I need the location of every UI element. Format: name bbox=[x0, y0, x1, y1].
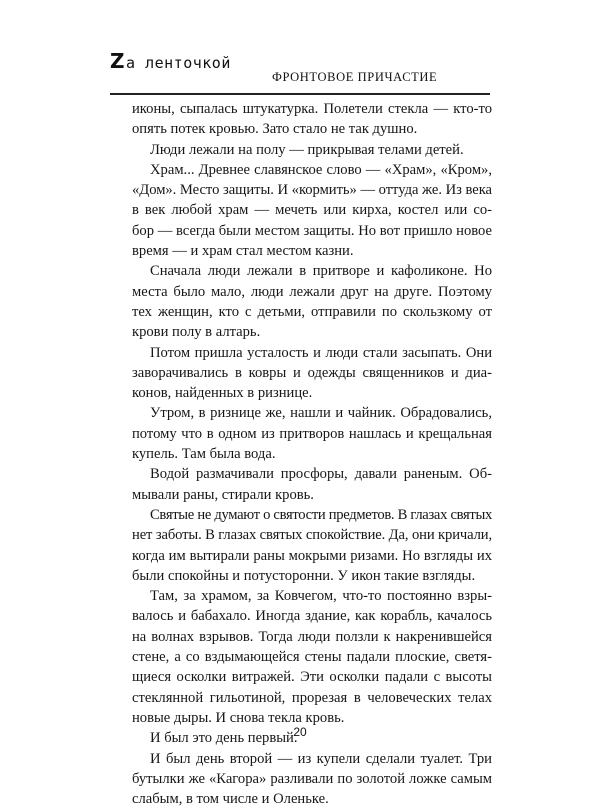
text-line: «Дом». Место защиты. И «кормить» — оттуда же. Из века bbox=[132, 182, 492, 199]
text-line: потому что в одном из притворов нашлась и крещальная bbox=[132, 425, 492, 442]
text-line: Потом пришла усталость и люди стали засыпать. Они bbox=[150, 344, 492, 361]
text-line: Там, за храмом, за Ковчегом, что-то постоянно взры- bbox=[150, 588, 492, 605]
text-line: стеклянной гильотиной, прорезая в человеческих телах bbox=[132, 689, 492, 706]
text-line: Храм... Древнее славянское слово — «Храм», «Кром», bbox=[150, 161, 492, 178]
running-head-book-title bbox=[110, 49, 231, 73]
text-line: купель. Там была вода. bbox=[132, 446, 276, 463]
text-line: места было мало, люди лежали друг на друге. Поэтому bbox=[132, 283, 492, 300]
text-line: тех женщин, кто с детьми, отправили по скользкому от bbox=[132, 303, 492, 320]
body-text bbox=[132, 99, 492, 809]
text-line: на волнах взрывов. Тогда люди ползли к накренившейся bbox=[132, 628, 492, 645]
text-line: новые дыры. И снова текла кровь. bbox=[132, 709, 345, 726]
header-rule bbox=[110, 93, 490, 95]
running-head-chapter-title: ФРОНТОВОЕ ПРИЧАСТИЕ bbox=[272, 70, 438, 84]
text-line: стене, а со вздымающейся стены падали плоские, светя- bbox=[132, 649, 492, 666]
text-line: валось и бабахало. Иногда здание, как корабль, качалось bbox=[132, 608, 492, 625]
text-line: иконы, сыпалась штукатурка. Полетели стекла — кто-то bbox=[132, 101, 492, 117]
text-line: Святые не думают о святости предметов. В глазах святых bbox=[150, 506, 492, 523]
text-line: Люди лежали на полу — прикрывая телами детей. bbox=[150, 141, 464, 158]
text-line: крови полу в алтарь. bbox=[132, 324, 261, 341]
text-line: опять потек кровью. Зато стало не так душно. bbox=[132, 121, 418, 138]
text-line: были спокойны и потусторонни. У икон такие взгляды. bbox=[132, 567, 476, 584]
text-line: бор — всегда были местом защиты. Но вот пришло новое bbox=[132, 222, 492, 239]
text-line: конов, найденных в ризнице. bbox=[132, 385, 313, 402]
text-line: слабым, в том числе и Оленьке. bbox=[132, 791, 329, 808]
text-line: время — и храм стал местом казни. bbox=[132, 243, 354, 260]
text-line: И был день второй — из купели сделали туалет. Три bbox=[150, 750, 492, 767]
text-line: Утром, в ризнице же, нашли и чайник. Обрадовались, bbox=[150, 405, 492, 422]
text-line: Сначала люди лежали в притворе и кафоликоне. Но bbox=[150, 263, 492, 280]
text-line: в век любой храм — мечеть или кирха, костел или со- bbox=[132, 202, 492, 219]
text-line: когда им вытирали раны мокрыми ризами. Но взгляды их bbox=[132, 547, 492, 564]
text-line: бутылки же «Кагора» разливали по золотой ложке самым bbox=[132, 770, 492, 787]
book-title-rest: а ленточкой bbox=[126, 54, 231, 72]
text-line: щиеся осколки витражей. Эти осколки падали с высоты bbox=[132, 669, 492, 686]
book-title-initial: Z bbox=[110, 49, 126, 73]
page-number: 20 bbox=[293, 725, 307, 739]
text-line: нет заботы. В глазах святых спокойствие. Да, они кричали, bbox=[132, 527, 492, 544]
text-line: Водой размачивали просфоры, давали раненым. Об- bbox=[150, 466, 492, 483]
text-line: заворачивались в ковры и одежды священников и диа- bbox=[132, 364, 492, 381]
text-line: мывали раны, стирали кровь. bbox=[132, 486, 314, 503]
text-line: И был это день первый. bbox=[150, 730, 298, 747]
